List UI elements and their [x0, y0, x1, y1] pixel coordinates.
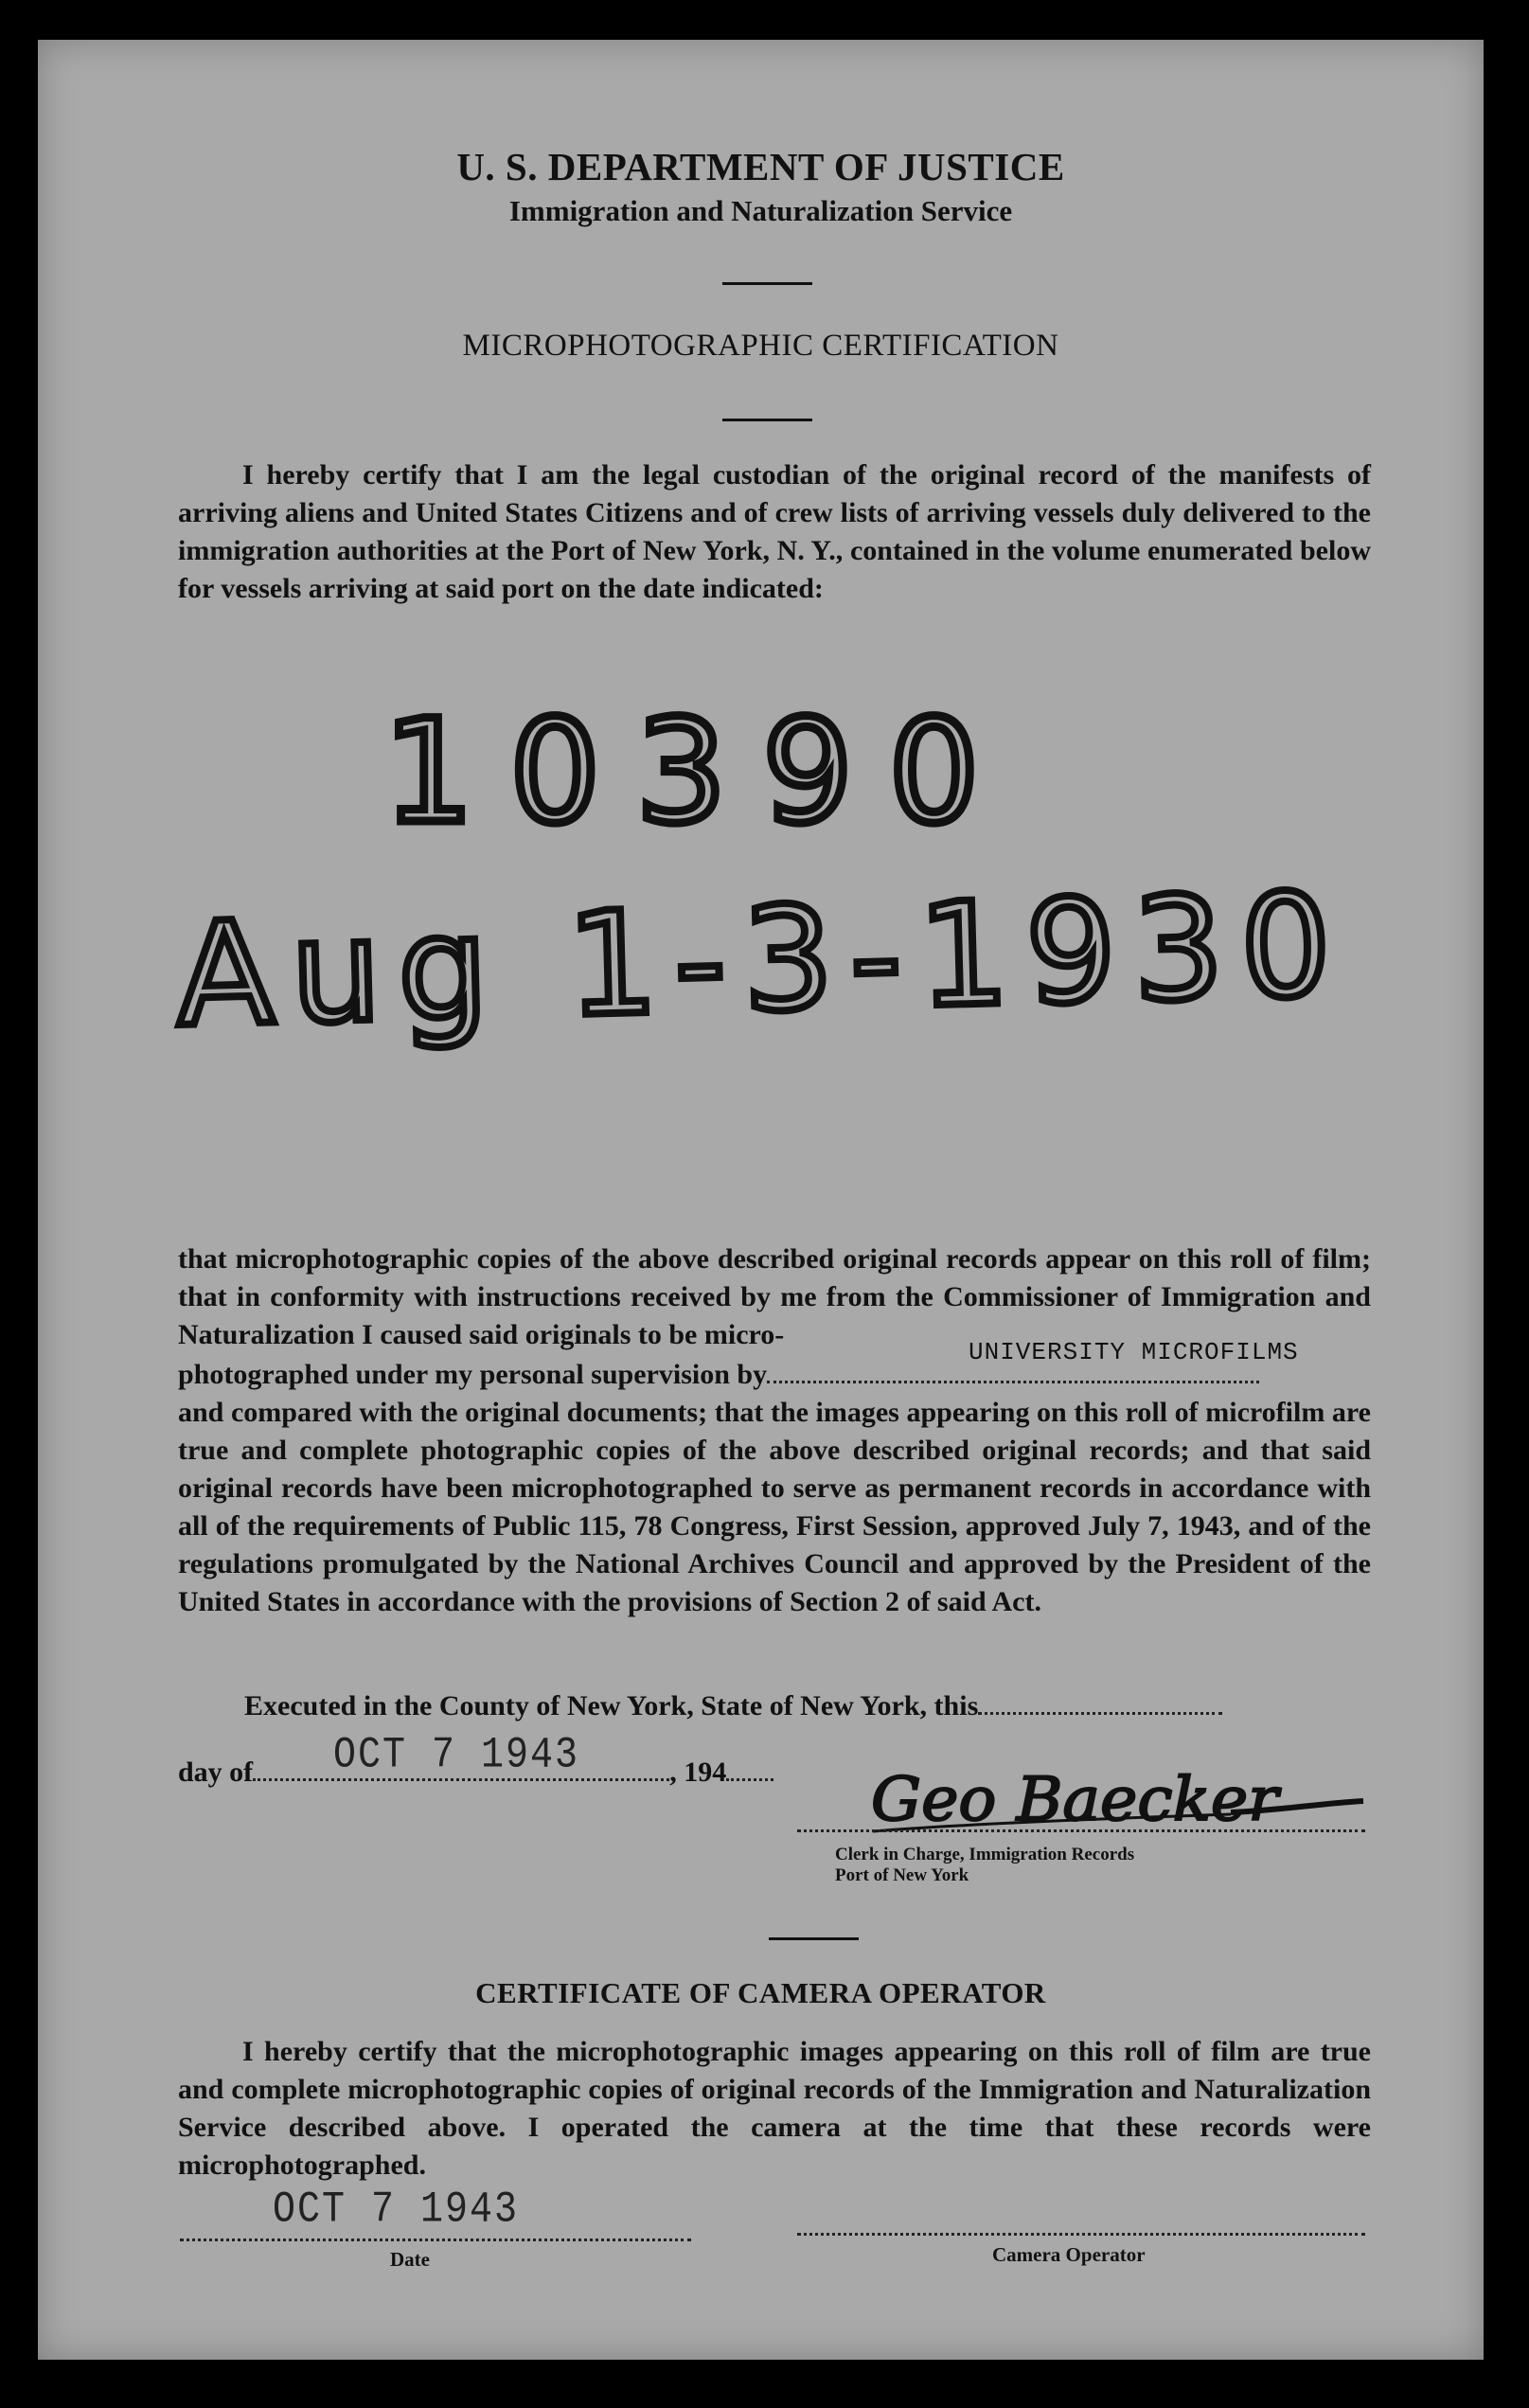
- handwritten-volume-number: 10390: [383, 690, 1016, 855]
- clerk-title: [835, 1845, 1134, 1886]
- camera-certificate-title: CERTIFICATE OF CAMERA OPERATOR: [475, 1976, 1046, 2009]
- camera-certificate-paragraph: [178, 2033, 1371, 2185]
- year-label: , 194: [669, 1757, 727, 1788]
- certification-title: MICROPHOTOGRAPHIC CERTIFICATION: [462, 329, 1059, 363]
- paragraph2-rest: and compared with the original documents; that the images appearing on this roll of microfilm are true and complete photographic copies of the above described original records; and that said original records have been microphotographed to serve as permanent records in accordance with all of the requirements of Public 115, 78 Congress, First Session, approved July 7, 1943, and of the regulations promulgated by the National Archives Council and approved by the President of the United States in accordance with the provisions of Section 2 of said Act.: [178, 1397, 1371, 1617]
- supervision-prefix: photographed under my personal supervision by: [178, 1359, 768, 1390]
- supervision-line: [178, 1338, 1371, 1394]
- executed-line: [244, 1686, 1222, 1722]
- paragraph2-lead: that microphotographic copies of the above described original records appear on this roll of film; that in conformity with instructions received by me from the Commissioner of Immigration and Naturalization I caused said originals to be micro-: [178, 1243, 1371, 1350]
- camera-certificate-text: I hereby certify that the microphotographic images appearing on this roll of film are true and complete microphotographic copies of original records of the Immigration and Naturalization Service described above. I operated the camera at the time that these records were microphotographed.: [178, 2036, 1371, 2181]
- supervisor-typed: UNIVERSITY MICROFILMS: [969, 1338, 1299, 1366]
- clerk-signature: [852, 1744, 1382, 1848]
- clerk-title-line1: Clerk in Charge, Immigration Records: [835, 1845, 1135, 1864]
- handwritten-date-range: Aug 1-3-1930: [174, 863, 1350, 1059]
- clerk-signature-text: Geo Baecker: [871, 1765, 1282, 1835]
- camera-operator-dotted-line: [797, 2233, 1365, 2236]
- handwriting-layer: [38, 40, 1484, 1176]
- date-label: Date: [390, 2248, 430, 2271]
- year-dotted-line: [726, 1752, 773, 1781]
- clerk-signature-line: [797, 1829, 1365, 1832]
- executed-dotted-line: [978, 1686, 1222, 1715]
- camera-operator-label: Camera Operator: [992, 2243, 1146, 2266]
- executed-text: Executed in the County of New York, State of New York, this: [244, 1690, 979, 1721]
- microphotography-paragraph: [178, 1240, 1371, 1621]
- execution-date-stamp: OCT 7 1943: [333, 1731, 580, 1781]
- agency-heading: U. S. DEPARTMENT OF JUSTICE: [456, 145, 1065, 188]
- divider: [769, 1937, 859, 1940]
- day-of-label: day of: [178, 1757, 254, 1788]
- certificate-sheet: [38, 40, 1484, 2360]
- date-dotted-line: [180, 2239, 691, 2241]
- custodian-text: I hereby certify that I am the legal custodian of the original record of the manifests of arriving aliens and United States Citizens and of crew lists of arriving vessels duly delivered to the immigration authorities at the Port of New York, N. Y., contained in the volume enumerated below for vessels arriving at said port on the date indicated:: [178, 459, 1371, 604]
- camera-date-stamp: OCT 7 1943: [273, 2185, 520, 2236]
- service-subheading: Immigration and Naturalization Service: [508, 194, 1013, 227]
- clerk-title-line2: Port of New York: [835, 1865, 969, 1885]
